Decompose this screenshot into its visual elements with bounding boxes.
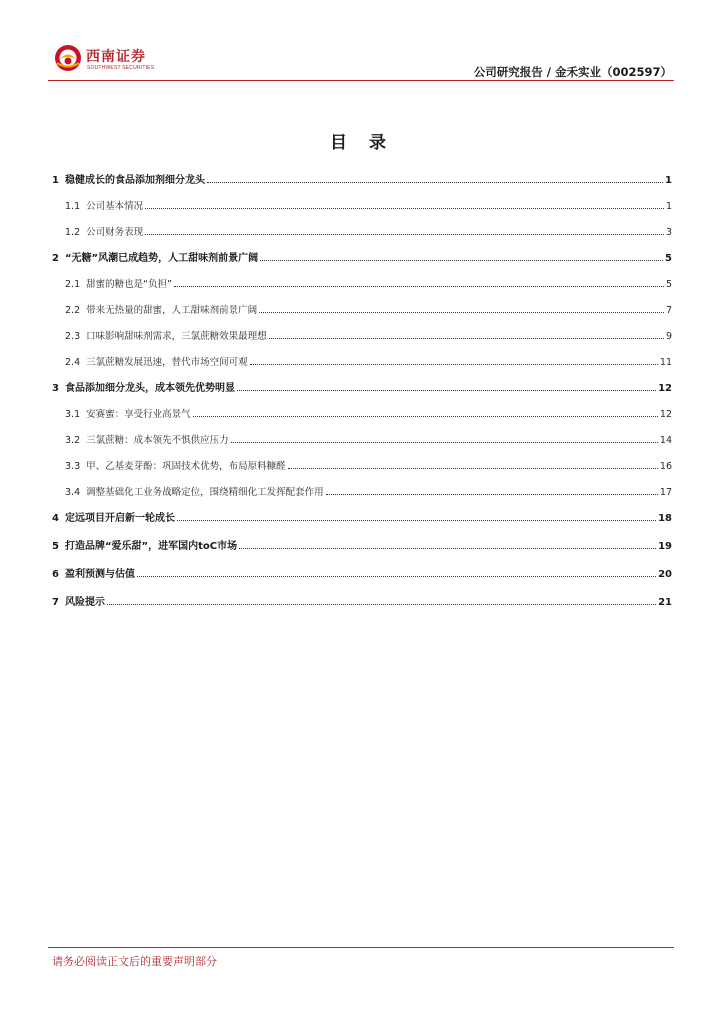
toc-entry-title: 公司财务表现 [86,227,144,238]
toc-entry[interactable] [52,592,672,608]
toc-entry-title: “无糖”风潮已成趋势，人工甜味剂前景广阔 [64,253,259,264]
toc-entry[interactable] [52,482,672,498]
toc-entry[interactable] [52,430,672,446]
toc-entry-page: 9 [665,331,672,342]
toc-entry[interactable] [52,170,672,186]
toc-entry-page: 20 [658,569,672,580]
toc-entry-page: 18 [658,513,672,524]
toc-leader-dots [231,442,658,443]
toc-entry-number: 5 [52,541,59,552]
toc-entry-title: 食品添加细分龙头，成本领先优势明显 [64,383,235,394]
toc-entry-page: 17 [659,487,672,498]
toc-entry-title: 带来无热量的甜蜜，人工甜味剂前景广阔 [86,305,258,316]
toc-entry-title: 打造品牌“爱乐甜”，进军国内toC市场 [64,541,238,552]
toc-entry-number: 3.3 [65,461,81,472]
toc-entry-page: 11 [659,357,672,368]
page-header [52,42,672,82]
toc-leader-dots [250,364,658,365]
toc-entry-page: 1 [665,175,672,186]
toc-leader-dots [288,468,658,469]
toc-leader-dots [193,416,658,417]
toc-entry-number: 2.3 [65,331,81,342]
toc-entry-page: 3 [665,227,672,238]
toc-leader-dots [174,286,664,287]
toc-leader-dots [237,390,656,391]
toc-entry-title: 甲、乙基麦芽酚：巩固技术优势，布局原料糠醛 [86,461,286,472]
toc-leader-dots [145,234,664,235]
toc-entry[interactable] [52,404,672,420]
company-logo [54,44,174,76]
toc-entry-title: 盈利预测与估值 [64,569,135,580]
toc-leader-dots [207,182,663,183]
toc-leader-dots [239,548,656,549]
toc-entry-title: 公司基本情况 [86,201,144,212]
toc-entry-number: 2 [52,253,59,264]
toc-entry-number: 3.4 [65,487,81,498]
toc-entry-title: 调整基础化工业务战略定位，围绕精细化工发挥配套作用 [86,487,324,498]
toc-entry-title: 甜蜜的糖也是“负担” [86,279,172,290]
toc-leader-dots [326,494,658,495]
toc-entry-page: 5 [665,253,672,264]
toc-entry-number: 6 [52,569,59,580]
logo-english-name: SOUTHWEST SECURITIES [87,65,155,71]
toc-entry-number: 1.1 [65,201,81,212]
report-title: 公司研究报告 / 金禾实业（002597） [473,65,672,79]
toc-entry[interactable] [52,352,672,368]
toc-entry[interactable] [52,326,672,342]
footer-disclaimer: 请务必阅读正文后的重要声明部分 [52,955,217,968]
toc-entry-page: 19 [658,541,672,552]
logo-chinese-name: 西南证券 [86,49,146,65]
toc-entry-page: 5 [665,279,672,290]
toc-entry-page: 1 [665,201,672,212]
toc-entry[interactable] [52,456,672,472]
toc-entry[interactable] [52,248,672,264]
toc-entry[interactable] [52,222,672,238]
header-divider [48,80,674,81]
toc-leader-dots [177,520,656,521]
toc-entry-page: 14 [659,435,672,446]
toc-entry-number: 7 [52,597,59,608]
footer-divider [48,947,674,948]
southwest-securities-logo-icon [54,44,82,72]
toc-entry[interactable] [52,196,672,212]
toc-entry[interactable] [52,274,672,290]
toc-entry-title: 风险提示 [64,597,105,608]
toc-leader-dots [269,338,664,339]
toc-entry-title: 稳健成长的食品添加剂细分龙头 [64,175,205,186]
toc-entry-page: 21 [658,597,672,608]
toc-leader-dots [137,576,656,577]
toc-entry-number: 2.2 [65,305,81,316]
toc-entry-number: 2.1 [65,279,81,290]
toc-entry-page: 7 [665,305,672,316]
toc-entry-number: 3 [52,383,59,394]
toc-entry-number: 3.1 [65,409,81,420]
toc-entry-title: 安赛蜜：享受行业高景气 [86,409,191,420]
toc-entry-number: 4 [52,513,59,524]
toc-entry-number: 1.2 [65,227,81,238]
toc-entry-page: 12 [659,409,672,420]
toc-entry-title: 定远项目开启新一轮成长 [64,513,175,524]
toc-entry[interactable] [52,536,672,552]
toc-leader-dots [260,260,663,261]
toc-entry-page: 12 [658,383,672,394]
toc-entry-number: 1 [52,175,59,186]
toc-entry[interactable] [52,508,672,524]
toc-entry-title: 三氯蔗糖发展迅速，替代市场空间可观 [86,357,248,368]
toc-entry-title: 三氯蔗糖：成本领先不惧供应压力 [86,435,229,446]
toc-entry-number: 2.4 [65,357,81,368]
toc-entry-page: 16 [659,461,672,472]
toc-entry[interactable] [52,300,672,316]
toc-leader-dots [107,604,656,605]
toc-entry[interactable] [52,564,672,580]
toc-entry[interactable] [52,378,672,394]
toc-leader-dots [259,312,664,313]
toc-entry-title: 口味影响甜味剂需求，三氯蔗糖效果最理想 [86,331,267,342]
toc-leader-dots [145,208,664,209]
toc-entry-number: 3.2 [65,435,81,446]
page-title: 目 录 [330,133,394,153]
